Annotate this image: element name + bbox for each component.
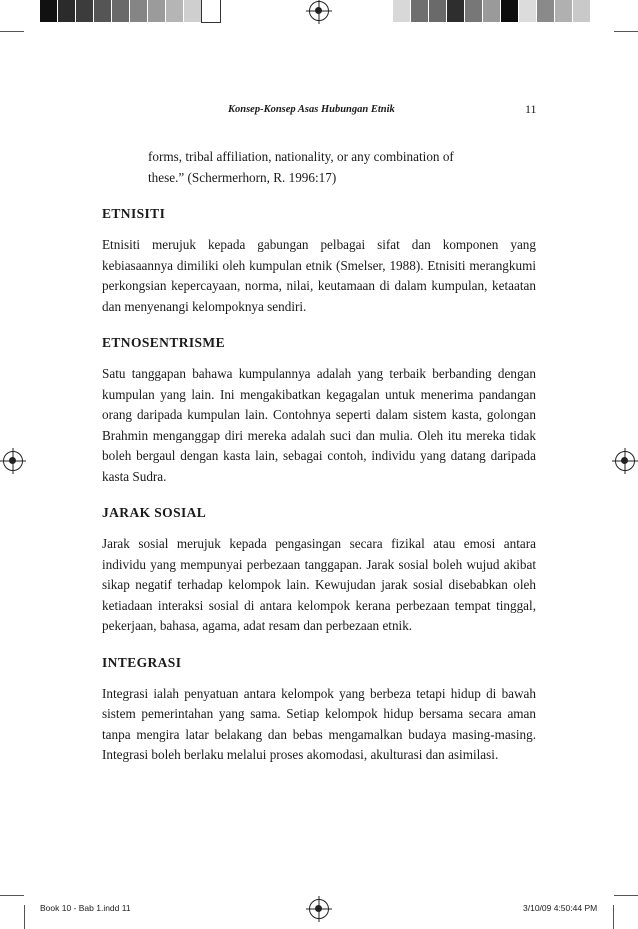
color-swatch	[465, 0, 483, 22]
page-number: 11	[525, 102, 537, 116]
color-swatch	[130, 0, 148, 22]
registration-mark-icon	[615, 451, 635, 471]
color-swatch	[40, 0, 58, 22]
section-integrasi	[102, 655, 536, 766]
color-swatch	[573, 0, 591, 22]
footer-file-name: Book 10 - Bab 1.indd 11	[40, 903, 131, 913]
section-jarak-sosial	[102, 505, 536, 637]
color-swatch	[501, 0, 519, 22]
section-body: Satu tanggapan bahawa kumpulannya adalah yang terbaik berbanding dengan kumpulan yang lain. Ini mengakibatkan kegagalan untuk menerima pandangan orang daripada kumpulan lain. Contohnya seperti dalam sistem kasta, golongan Brahmin menganggap diri mereka adalah suci dan mulia. Oleh itu mereka tidak boleh bergaul dengan kasta lain, sebagai contoh, individu yang datang daripada kasta Sudra.	[102, 366, 536, 484]
section-heading: INTEGRASI	[102, 654, 182, 670]
color-swatch	[202, 0, 220, 22]
running-title: Konsep-Konsep Asas Hubungan Etnik	[228, 104, 395, 115]
color-swatch	[393, 0, 411, 22]
color-swatch	[112, 0, 130, 22]
color-bar-left	[40, 0, 220, 22]
section-body: Jarak sosial merujuk kepada pengasingan secara fizikal atau emosi antara individu yang mempunyai perbezaan tanggapan. Jarak sosial boleh wujud akibat sikap negatif terhadap kelompok lain. Kewujudan jarak sosial disebabkan oleh ketiadaan interaksi sosial di antara kelompok kerana perbezaan tempat tinggal, pekerjaan, bahasa, agama, adat resam dan perbezaan etnik.	[102, 536, 536, 633]
color-swatch	[58, 0, 76, 22]
section-body: Etnisiti merujuk kepada gabungan pelbagai sifat dan komponen yang kebiasaannya dimiliki oleh kumpulan etnik (Smelser, 1988). Etnisiti merangkumi perkongsian kepercayaan, norma, nilai, keutamaan di dalam kumpulan, ketaatan dan menyenangi kelompoknya sendiri.	[102, 237, 536, 314]
color-swatch	[411, 0, 429, 22]
crop-mark	[0, 31, 24, 32]
page-content	[102, 147, 536, 766]
crop-mark	[24, 905, 25, 929]
footer-datetime: 3/10/09 4:50:44 PM	[523, 903, 598, 913]
registration-mark-icon	[309, 899, 329, 919]
registration-mark-icon	[3, 451, 23, 471]
color-swatch	[537, 0, 555, 22]
color-swatch	[76, 0, 94, 22]
crop-mark	[614, 895, 638, 896]
color-bar-right	[393, 0, 591, 22]
color-swatch	[483, 0, 501, 22]
color-swatch	[148, 0, 166, 22]
color-swatch	[519, 0, 537, 22]
registration-mark-icon	[309, 1, 329, 21]
section-body: Integrasi ialah penyatuan antara kelompok yang berbeza tetapi hidup di bawah sistem pemerintahan yang sama. Setiap kelompok hidup bersama secara aman tanpa mengira latar belakang dan bebas mengamalkan budaya masing-masing. Integrasi boleh berlaku melalui proses akomodasi, akulturasi dan asimilasi.	[102, 685, 536, 762]
section-heading: ETNISITI	[102, 206, 166, 221]
section-heading: ETNOSENTRISME	[102, 335, 225, 350]
color-swatch	[94, 0, 112, 22]
section-etnosentrisme	[102, 335, 536, 487]
crop-mark	[613, 905, 614, 929]
quote-continuation	[148, 147, 536, 188]
quote-line: these.” (Schermerhorn, R. 1996:17)	[148, 169, 337, 185]
color-swatch	[184, 0, 202, 22]
color-swatch	[555, 0, 573, 22]
color-swatch	[429, 0, 447, 22]
section-heading: JARAK SOSIAL	[102, 505, 207, 520]
crop-mark	[614, 31, 638, 32]
quote-line: forms, tribal affiliation, nationality, or any combination of	[148, 149, 454, 164]
section-etnisiti	[102, 206, 536, 317]
crop-mark	[0, 895, 24, 896]
color-swatch	[447, 0, 465, 22]
color-swatch	[166, 0, 184, 22]
